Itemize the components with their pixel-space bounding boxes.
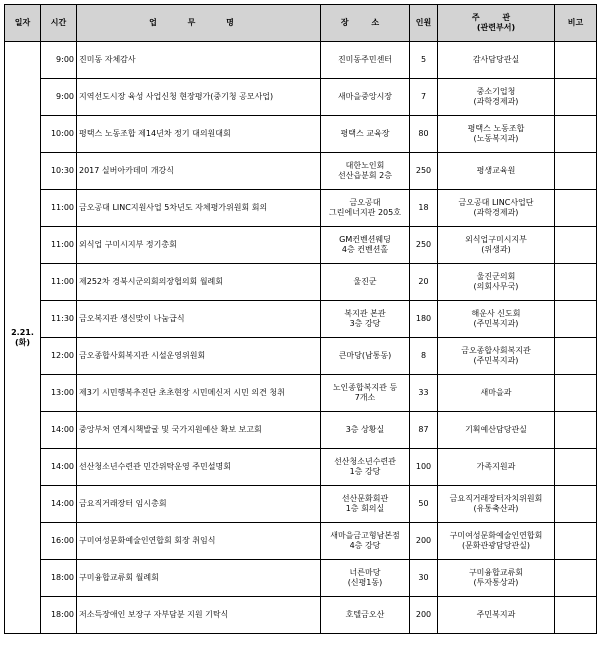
place-cell: [321, 449, 410, 486]
place-line: 1층 강당: [349, 467, 381, 476]
people-cell: 250: [410, 227, 438, 264]
task-cell: 2017 실버아카데미 개강식: [77, 153, 321, 190]
place-line: 새마을금고형남본점: [330, 531, 400, 540]
table-row: [5, 523, 597, 560]
host-line: (문화관광담당관실): [461, 541, 531, 550]
table-row: [5, 79, 597, 116]
header-host-sub: (관련부서): [476, 23, 516, 32]
host-line: 구미융합교류회: [468, 568, 524, 577]
table-row: [5, 116, 597, 153]
header-place: 장 소: [321, 5, 410, 42]
time-cell: 13:00: [41, 375, 77, 412]
place-line: 1층 회의실: [345, 504, 385, 513]
task-cell: 평택스 노동조합 제14년차 정기 대의원대회: [77, 116, 321, 153]
time-cell: 18:00: [41, 597, 77, 634]
table-row: [5, 486, 597, 523]
time-cell: 10:00: [41, 116, 77, 153]
place-cell: [321, 412, 410, 449]
place-line: 선산읍분회 2층: [337, 171, 392, 180]
place-cell: [321, 190, 410, 227]
note-cell: [555, 79, 597, 116]
people-cell: 50: [410, 486, 438, 523]
task-cell: 저소득장애인 보장구 자부담분 지원 기탁식: [77, 597, 321, 634]
place-line: GM컨벤션웨딩: [339, 235, 391, 244]
place-cell: [321, 375, 410, 412]
header-row: [5, 5, 597, 42]
people-cell: 8: [410, 338, 438, 375]
host-line: 중소기업청: [476, 87, 516, 96]
place-line: 평택스 교육장: [340, 129, 390, 138]
place-cell: [321, 79, 410, 116]
note-cell: [555, 264, 597, 301]
note-cell: [555, 523, 597, 560]
host-line: 기획예산담당관실: [465, 425, 527, 434]
host-cell: [438, 190, 555, 227]
host-cell: [438, 153, 555, 190]
host-line: 금요직거래장터자치위원회: [449, 494, 543, 503]
host-line: (유통축산과): [473, 504, 519, 513]
host-line: 구미여성문화예술인연합회: [449, 531, 543, 540]
task-cell: 금오종합사회복지관 시설운영위원회: [77, 338, 321, 375]
time-cell: 11:00: [41, 227, 77, 264]
place-cell: [321, 523, 410, 560]
people-cell: 5: [410, 42, 438, 79]
place-cell: [321, 560, 410, 597]
note-cell: [555, 338, 597, 375]
note-cell: [555, 42, 597, 79]
people-cell: 20: [410, 264, 438, 301]
table-row: [5, 190, 597, 227]
task-cell: 외식업 구미시지부 정기총회: [77, 227, 321, 264]
host-cell: [438, 486, 555, 523]
host-line: (의회사무국): [473, 282, 519, 291]
task-cell: 중앙부처 연계시책발굴 및 국가지원예산 확보 보고회: [77, 412, 321, 449]
host-line: 금오종합사회복지관: [461, 346, 531, 355]
task-cell: 금오복지관 생신맞이 나눔급식: [77, 301, 321, 338]
note-cell: [555, 412, 597, 449]
host-line: (과학경제과): [473, 97, 519, 106]
table-row: [5, 597, 597, 634]
host-line: (위생과): [481, 245, 511, 254]
host-line: (노동복지과): [473, 134, 519, 143]
host-cell: [438, 42, 555, 79]
place-cell: [321, 597, 410, 634]
place-cell: [321, 227, 410, 264]
host-cell: [438, 449, 555, 486]
place-line: 진미동주민센터: [337, 55, 393, 64]
table-row: [5, 560, 597, 597]
place-cell: [321, 486, 410, 523]
host-cell: [438, 523, 555, 560]
time-cell: 16:00: [41, 523, 77, 560]
host-line: (과학경제과): [473, 208, 519, 217]
header-note: 비고: [555, 5, 597, 42]
date-label: 2.21.: [11, 327, 34, 337]
host-line: 주민복지과: [476, 610, 516, 619]
place-line: 7개소: [354, 393, 376, 402]
time-cell: 11:30: [41, 301, 77, 338]
host-line: 새마을과: [480, 388, 512, 397]
place-line: 호텔금오산: [345, 610, 385, 619]
time-cell: 10:30: [41, 153, 77, 190]
table-row: [5, 338, 597, 375]
schedule-table: [4, 4, 597, 634]
place-cell: [321, 301, 410, 338]
place-line: 선산문화회관: [341, 494, 389, 503]
host-cell: [438, 412, 555, 449]
host-line: 울진군의회: [476, 272, 516, 281]
task-cell: 구미융합교류회 월례회: [77, 560, 321, 597]
host-line: 평생교육원: [476, 166, 516, 175]
time-cell: 9:00: [41, 79, 77, 116]
header-time: 시간: [41, 5, 77, 42]
place-line: 노인종합복지관 등: [332, 383, 398, 392]
people-cell: 18: [410, 190, 438, 227]
time-cell: 11:00: [41, 190, 77, 227]
table-row: [5, 42, 597, 79]
task-cell: 금요직거래장터 임시총회: [77, 486, 321, 523]
place-line: 대한노인회: [345, 161, 385, 170]
time-cell: 11:00: [41, 264, 77, 301]
place-line: 선산청소년수련관: [334, 457, 396, 466]
place-line: 4층 강당: [349, 541, 381, 550]
people-cell: 7: [410, 79, 438, 116]
host-cell: [438, 227, 555, 264]
header-people: 인원: [410, 5, 438, 42]
host-cell: [438, 264, 555, 301]
host-cell: [438, 338, 555, 375]
place-line: (신평1동): [347, 578, 383, 587]
place-cell: [321, 338, 410, 375]
note-cell: [555, 301, 597, 338]
header-host-title: 주 관: [471, 13, 521, 22]
place-line: 너른마당: [349, 568, 381, 577]
host-line: 금오공대 LINC사업단: [458, 198, 534, 207]
host-cell: [438, 116, 555, 153]
table-row: [5, 301, 597, 338]
host-cell: [438, 560, 555, 597]
note-cell: [555, 116, 597, 153]
people-cell: 87: [410, 412, 438, 449]
people-cell: 200: [410, 523, 438, 560]
host-line: (주민복지과): [473, 356, 519, 365]
place-cell: [321, 153, 410, 190]
note-cell: [555, 597, 597, 634]
host-cell: [438, 79, 555, 116]
note-cell: [555, 190, 597, 227]
time-cell: 9:00: [41, 42, 77, 79]
people-cell: 80: [410, 116, 438, 153]
time-cell: 12:00: [41, 338, 77, 375]
header-task: 업 무 명: [77, 5, 321, 42]
header-host: [438, 5, 555, 42]
header-date: 일자: [5, 5, 41, 42]
date-day: (화): [14, 337, 31, 347]
task-cell: 제3기 시민행복추진단 초초현장 시민메신저 시민 의견 청취: [77, 375, 321, 412]
table-row: [5, 153, 597, 190]
table-row: [5, 449, 597, 486]
people-cell: 180: [410, 301, 438, 338]
note-cell: [555, 375, 597, 412]
date-cell: [5, 42, 41, 634]
task-cell: 선산청소년수련관 민간위탁운영 주민설명회: [77, 449, 321, 486]
host-line: 감사담당관실: [472, 55, 520, 64]
place-line: 3층 강당: [349, 319, 381, 328]
time-cell: 14:00: [41, 412, 77, 449]
place-line: 금오공대: [349, 198, 381, 207]
table-row: [5, 412, 597, 449]
place-line: 복지관 본관: [344, 309, 386, 318]
place-line: 새마을중앙시장: [337, 92, 393, 101]
task-cell: 지역선도시장 육성 사업신청 현장평가(중기청 공모사업): [77, 79, 321, 116]
task-cell: 구미여성문화예술인연합회 회장 취임식: [77, 523, 321, 560]
host-line: (투자통상과): [473, 578, 519, 587]
place-line: 4층 컨벤션홀: [341, 245, 389, 254]
place-cell: [321, 42, 410, 79]
time-cell: 14:00: [41, 486, 77, 523]
people-cell: 200: [410, 597, 438, 634]
place-line: 큰마당(남통동): [338, 351, 392, 360]
task-cell: 제252차 경북시군의회의장협의회 월례회: [77, 264, 321, 301]
host-cell: [438, 597, 555, 634]
note-cell: [555, 227, 597, 264]
place-line: 울진군: [353, 277, 377, 286]
host-line: (주민복지과): [473, 319, 519, 328]
table-row: [5, 227, 597, 264]
time-cell: 18:00: [41, 560, 77, 597]
task-cell: 금오공대 LINC지원사업 5차년도 자체평가위원회 회의: [77, 190, 321, 227]
place-cell: [321, 264, 410, 301]
people-cell: 30: [410, 560, 438, 597]
note-cell: [555, 449, 597, 486]
task-cell: 진미동 자체감사: [77, 42, 321, 79]
host-cell: [438, 301, 555, 338]
host-line: 외식업구미시지부: [465, 235, 527, 244]
note-cell: [555, 486, 597, 523]
table-row: [5, 264, 597, 301]
place-line: 그린에너지관 205호: [329, 208, 401, 217]
time-cell: 14:00: [41, 449, 77, 486]
place-line: 3층 상황실: [345, 425, 385, 434]
host-cell: [438, 375, 555, 412]
place-cell: [321, 116, 410, 153]
host-line: 해운사 신도회: [471, 309, 521, 318]
table-row: [5, 375, 597, 412]
host-line: 평택스 노동조합: [467, 124, 525, 133]
people-cell: 250: [410, 153, 438, 190]
host-line: 가족지원과: [476, 462, 516, 471]
people-cell: 33: [410, 375, 438, 412]
people-cell: 100: [410, 449, 438, 486]
note-cell: [555, 560, 597, 597]
note-cell: [555, 153, 597, 190]
